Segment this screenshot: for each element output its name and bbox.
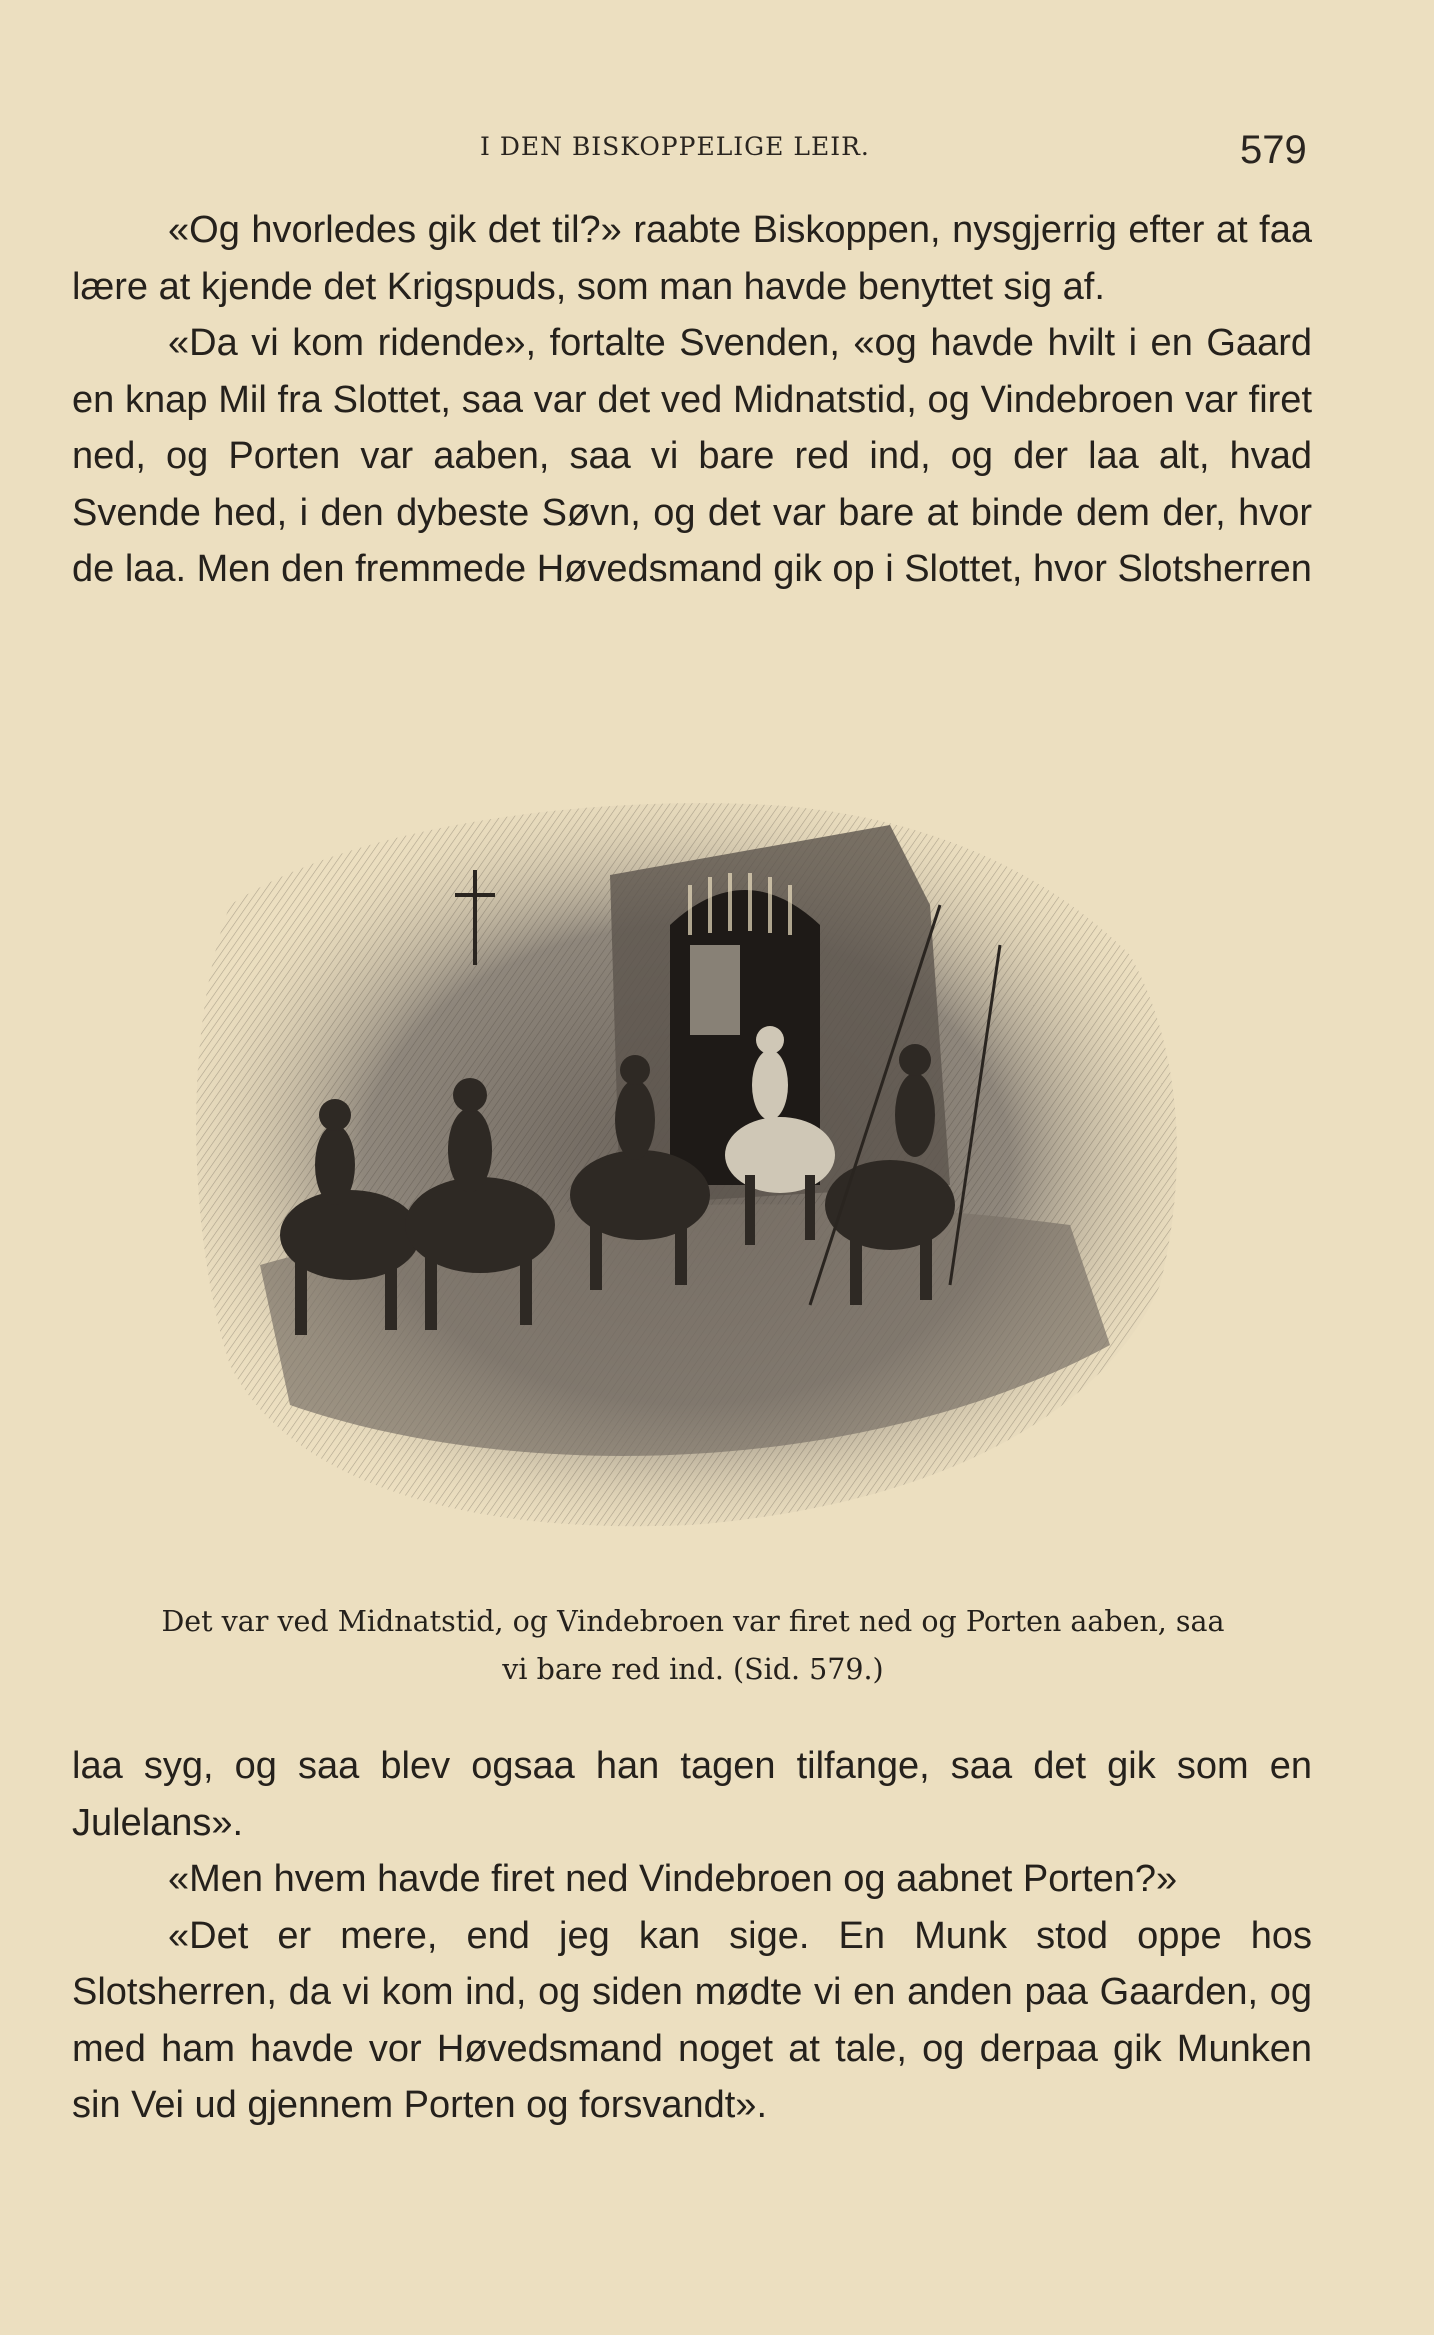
body-text-top — [72, 202, 1312, 598]
caption-line: Det var ved Midnatstid, og Vindebroen var firet ned og Porten aaben, saa — [161, 1605, 1225, 1638]
paragraph: «Og hvorledes gik det til?» raabte Biskoppen, nysgjerrig efter at faa lære at kjende det Krigspuds, som man havde benyttet sig af. — [72, 209, 1312, 308]
engraving-illustration — [170, 785, 1205, 1545]
paragraph: «Da vi kom ridende», fortalte Svenden, «og havde hvilt i en Gaard en knap Mil fra Slottet, saa var det ved Midnatstid, og Vindebroen var firet ned, og Porten var aaben, saa vi bare red ind, og der laa alt, hvad Svende hed, i den dybeste Søvn, og det var bare at binde dem der, hvor de laa. Men den fremmede Høvedsmand gik op i Slottet, hvor Slotsherren — [72, 322, 1312, 590]
body-text-bottom — [72, 1738, 1312, 2134]
paragraph: laa syg, og saa blev ogsaa han tagen tilfange, saa det gik som en Julelans». — [72, 1745, 1312, 1844]
illustration-caption — [88, 1598, 1298, 1694]
running-head: I DEN BISKOPPELIGE LEIR. — [480, 132, 870, 161]
page-number: 579 — [1240, 128, 1307, 172]
caption-line: vi bare red ind. (Sid. 579.) — [502, 1653, 884, 1686]
paragraph: «Det er mere, end jeg kan sige. En Munk stod oppe hos Slotsherren, da vi kom ind, og siden mødte vi en anden paa Gaarden, og med ham havde vor Høvedsmand noget at tale, og derpaa gik Munken sin Vei ud gjennem Porten og forsvandt». — [72, 1914, 1312, 2126]
paragraph: «Men hvem havde firet ned Vindebroen og aabnet Porten?» — [168, 1858, 1178, 1900]
